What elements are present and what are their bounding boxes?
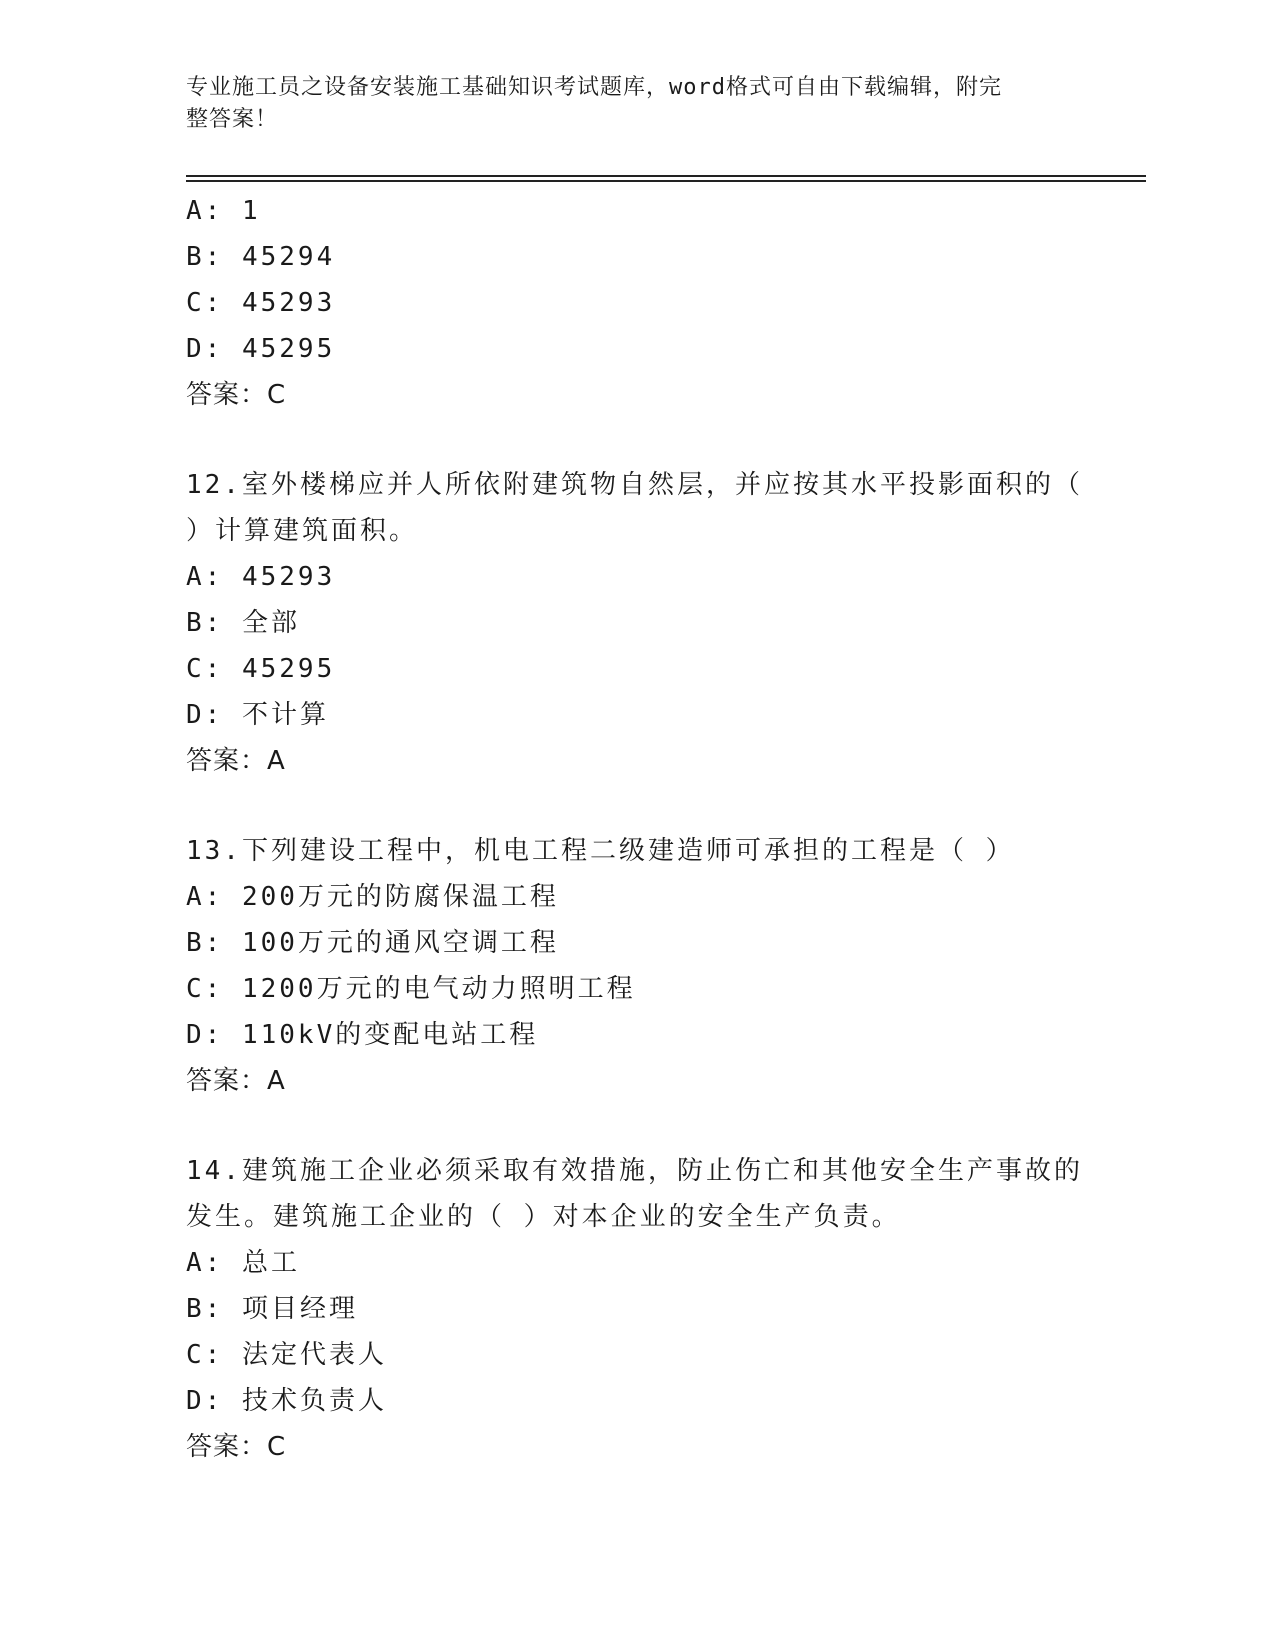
question-block <box>186 828 1086 1104</box>
answer-option: B: 项目经理 <box>186 1294 358 1324</box>
answer-key: 答案：C <box>186 380 287 410</box>
answer-option: C: 45295 <box>186 654 336 684</box>
answer-option: C: 法定代表人 <box>186 1340 387 1370</box>
header-line-1: 专业施工员之设备安装施工基础知识考试题库，word格式可自由下载编辑，附完 <box>186 75 1002 100</box>
question-list <box>186 188 1086 1470</box>
question-block <box>186 1148 1086 1470</box>
answer-option: C: 1200万元的电气动力照明工程 <box>186 974 636 1004</box>
answer-option: B: 100万元的通风空调工程 <box>186 928 559 958</box>
question-text: 13.下列建设工程中，机电工程二级建造师可承担的工程是（ ） <box>186 836 1015 866</box>
header-divider-bottom <box>186 180 1146 182</box>
answer-key: 答案：A <box>186 1066 286 1096</box>
answer-option: D: 不计算 <box>186 700 329 730</box>
question-text: ）计算建筑面积。 <box>186 516 419 546</box>
answer-option: D: 45295 <box>186 334 336 364</box>
answer-key: 答案：A <box>186 746 286 776</box>
document-header <box>186 72 1066 136</box>
answer-option: A: 45293 <box>186 562 336 592</box>
answer-option: B: 45294 <box>186 242 336 272</box>
question-text: 发生。建筑施工企业的（ ）对本企业的安全生产负责。 <box>186 1202 901 1232</box>
question-block <box>186 462 1086 784</box>
answer-option: A: 总工 <box>186 1248 300 1278</box>
answer-option: A: 200万元的防腐保温工程 <box>186 882 559 912</box>
question-text: 14.建筑施工企业必须采取有效措施，防止伤亡和其他安全生产事故的 <box>186 1156 1083 1186</box>
question-block <box>186 188 1086 418</box>
header-divider-top <box>186 175 1146 177</box>
answer-option: A: 1 <box>186 196 261 226</box>
header-line-2: 整答案！ <box>186 107 279 132</box>
question-text: 12.室外楼梯应并人所依附建筑物自然层，并应按其水平投影面积的（ <box>186 470 1083 500</box>
answer-option: C: 45293 <box>186 288 336 318</box>
answer-option: D: 110kV的变配电站工程 <box>186 1020 539 1050</box>
answer-option: B: 全部 <box>186 608 300 638</box>
answer-key: 答案：C <box>186 1432 287 1462</box>
answer-option: D: 技术负责人 <box>186 1386 387 1416</box>
